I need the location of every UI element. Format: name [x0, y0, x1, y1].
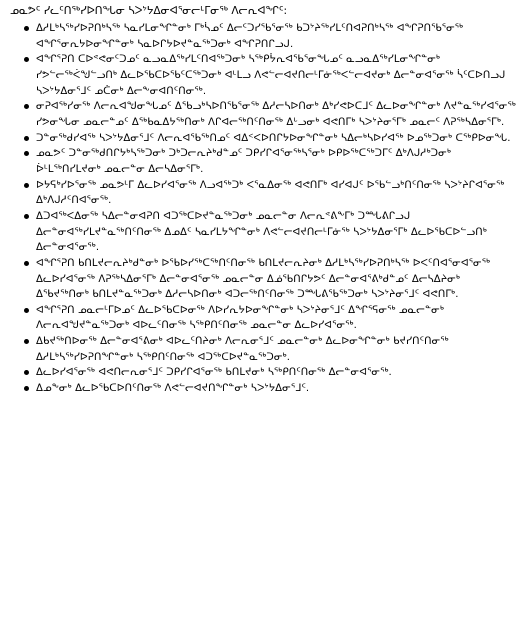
bullet-icon	[24, 26, 29, 31]
bullet-icon	[24, 183, 29, 188]
list-item	[24, 131, 516, 147]
list-item	[24, 178, 516, 209]
bullet-icon	[24, 386, 29, 391]
bullet-icon	[24, 308, 29, 313]
bullet-icon	[24, 214, 29, 219]
list-item-text: ᐊᖏᕐᕈᑎ ᑕᐅᕝᕙᓂᑦᑐᓄᑦ ᓇᓗᓇᐃᖅᓯᒪᑦᑎᐊᖅᑐᓂᒃ ᓴᖅᑭᔮᕆᐊᖃᕐᓂᖓᓄᑦ ᓇᓗᓇᐃᖅᓯᒪᓂᖏᓐᓂᒃ ᓯᕗᓪᓕᖅᐹᖑᓪᓗᑎᒃ ᐃᓚᐅᖃᑕᐅᖃᑦᑕᖅᑐᓂᒃ ᐊᒻᒪᓗ ᐱᕙᓪᓕᐊᔪᑎᓕᒻᒥᓃᖅᐸᓪᓕᐊᔪᓂᒃ ᐃᓕᓐᓂᐊᕐᓂᖅ ᓵᑦᑕᐅᑎᓗᒍ ᓴᐳᔾᔭᐃᓂᕐᒧᑦ ᓄᑖᓂᒃ ᐃᓕᖕᓂᐊᑎᑦᑎᓂᖅ.	[36, 54, 506, 97]
bullet-icon	[24, 136, 29, 141]
list-item-text: ᐃᓚᐅᓯᐊᕐᓂᖅ ᐊᕙᑎᓕᕆᓂᕐᒧᑦ ᑐᑭᓯᒋᐊᕐᓂᖅ ᑲᑎᒪᔪᓂᒃ ᓴᖅᑭᑎᑦᑎᓂᖅ ᐃᓕᓐᓂᐊᕐᓂᖅ.	[36, 367, 392, 379]
section-heading: ᓄᓇᕗᑦ ᓯᓚᑦᑎᖅᓯᐅᑎᖓᓂ ᓴᐳᔾᔭᐃᓂᐊᕐᓂᓕᒻᒥᓂᖅ ᐱᓕᕆᐊᖏᑦ:	[10, 5, 288, 17]
list-item	[24, 21, 516, 52]
list-item	[24, 146, 516, 177]
bullet-icon	[24, 57, 29, 62]
list-item	[24, 334, 516, 365]
list-item	[24, 209, 516, 256]
bullet-list	[6, 21, 516, 397]
list-item-text: ᐊᖏᕐᕈᑎ ᑲᑎᒪᔪᓕᕆᔨᒃᑯᓐᓂᒃ ᐅᖃᐅᓯᖅᑕᖅᑎᑦᑎᓂᖅ ᑲᑎᒪᔪᓕᕆᔨᓂᒃ ᐃᓱᒪᒃᓴᖅᓯᐅᕈᑎᒃᓴᖅ ᐅᐸᑦᑎᐊᕐᓂᐊᕐᓂᖅ ᐃᓚᐅᓯᐊᕐᓂᖅ ᐱᕈᖅᓴᐃᓂᕐᒥᒃ ᐃᓕᓐᓂᐊᕐᓂᖅ ᓄᓇᓕᓐᓂ ᐃᓅᖃᑎᒋᔭᕗᑦ ᐃᓕᓐᓂᐊᕐᕕᒃᑯᓐᓄᑦ ᐃᓕᓴᐃᔨᓂᒃ ᐃᖃᔪᖅᑎᓂᒃ ᑲᑎᒪᔪᓐᓇᖅᑐᓂᒃ ᐃᓱᓕᓴᐅᑎᓂᒃ ᐊᑐᓕᖅᑎᑦᑎᓂᖅ ᑐᙵᕕᖃᖅᑐᓂᒃ ᓴᐳᔾᔨᓂᕐᒧᑦ ᐊᕙᑎᒥᒃ.	[36, 257, 491, 301]
list-item	[24, 256, 516, 303]
list-item	[24, 381, 516, 397]
bullet-icon	[24, 370, 29, 375]
bullet-icon	[24, 339, 29, 344]
list-item-text: ᑐᓐᓂᖅᑯᓯᐊᖅ ᓴᐳᔾᔭᐃᓂᕐᒧᑦ ᐱᓕᕆᐊᖃᖅᑎᓄᑦ ᐊᐃᑉᐸᐅᑎᒋᔭᐅᓂᖏᓐᓂᒃ ᓴᐃᓕᒃᓴᐅᓯᐊᖅ ᐅᓄᖅᑐᓂᒃ ᑕᖅᑭᐅᓂᖓ.	[36, 132, 511, 144]
list-item	[24, 365, 516, 381]
list-item-text: ᐃᑲᔪᖅᑎᐅᓂᖅ ᐃᓕᓐᓂᐊᕐᕕᓂᒃ ᐊᐅᓚᑦᑎᔨᓂᒃ ᐱᓕᕆᓂᕐᒧᑦ ᓄᓇᓕᓐᓂᒃ ᐃᓚᐅᓂᖏᓐᓂᒃ ᑲᔪᓯᑎᑦᑎᓂᖅ ᐃᓱᒪᒃᓴᖅᓯᐅᕈᑎᖏᓐᓂᒃ ᓴᖅᑭᑎᑦᑎᓂᖅ ᐊᑐᖅᑕᐅᔪᓐᓇᖅᑐᓂᒃ.	[36, 336, 449, 363]
bullet-icon	[24, 104, 29, 109]
list-item-text: ᐃᓱᒪᒃᓴᖅᓯᐅᕈᑎᒃᓴᖅ ᓴᓇᓯᒪᓂᖏᓐᓂᒃ ᒥᒃᓵᓄᑦ ᐃᓕᑦᑐᓯᖃᕐᓂᖅ ᑲᑐᔾᔨᖅᓯᒪᑦᑎᐊᕈᑎᒃᓴᖅ ᐊᖏᕈᑎᖃᕐᓂᖅ ᐊᖏᕐᓂᕆᔭᐅᓂᖏᓐᓂᒃ ᓴᓇᐅᒋᔭᐅᔪᓐᓇᖅᑐᓂᒃ ᐊᖏᕈᑎᒋᓗᒍ.	[36, 23, 464, 50]
bullet-icon	[24, 151, 29, 156]
bullet-icon	[24, 261, 29, 266]
list-item-text: ᓄᓇᕗᑦ ᑐᓐᓂᖅᑯᑎᒋᔭᒃᓴᖅᑐᓂᒃ ᑐᒃᑐᓕᕆᔨᒃᑯᓐᓄᑦ ᑐᑭᓯᒋᐊᕐᓂᖅᓴᕐᓂᒃ ᐅᑭᐅᖅᑕᖅᑐᒥᑦ ᐃᒃᐱᒍᓱᒃᑐᓂᒃ ᐆᒻᒪᖅᑎᓯᒪᔪᓂᒃ ᓄᓇᓕᓐᓂ ᐃᓕᓴᐃᓂᕐᒥᒃ.	[36, 148, 452, 175]
list-item-text: ᓂᕈᐊᖅᓯᓂᖅ ᐱᓕᕆᐊᖑᓂᖓᓄᑦ ᐃᖃᓗᒃᓴᐅᑎᖃᕐᓂᖅ ᐃᓱᓕᓴᐅᑎᓂᒃ ᐃᒃᓯᕙᐅᑕᒧᑦ ᐃᓚᐅᓂᖏᓐᓂᒃ ᐱᔪᓐᓇᖅᓯᐊᕐᓂᖅ ᓯᕗᓂᖓᓂ ᓄᓇᓕᓐᓄᑦ ᐃᖅᑲᓇᐃᔭᖅᑎᓂᒃ ᐱᒋᐊᓕᖅᑎᑦᑎᓂᖅ ᐃᒡᓗᓂᒃ ᐊᕙᑎᒥᒃ ᓴᐳᔾᔨᓂᕐᒥᒃ ᓄᓇᓕᑦ ᐱᕈᖅᓴᐃᓂᕐᒥᒃ.	[36, 101, 516, 128]
list-item-text: ᐊᖏᕐᕈᑎ ᓄᓇᓕᒻᒥᐅᓄᑦ ᐃᓚᐅᖃᑕᐅᓂᖅ ᐱᐅᓯᕆᔭᐅᓂᖏᓐᓂᒃ ᓴᐳᔾᔨᓂᕐᒧᑦ ᐃᖏᕐᕋᓂᖅ ᓄᓇᓕᓐᓂᒃ ᐱᓕᕆᐊᖑᔪᓐᓇᖅᑐᓂᒃ ᐊᐅᓚᑦᑎᓂᖅ ᓴᖅᑭᑎᑦᑎᓂᖅ ᓄᓇᓕᓐᓂ ᐃᓚᐅᓯᐊᕐᓂᖅ.	[36, 304, 445, 332]
list-item	[24, 99, 516, 130]
list-item-text: ᐃᓄᖕᓂᒃ ᐃᓚᐅᖃᑕᐅᑎᑦᑎᓂᖅ ᐱᕙᓪᓕᐊᔪᑎᖏᓐᓂᒃ ᓴᐳᔾᔭᐃᓂᕐᒧᑦ.	[36, 383, 310, 395]
list-item-text: ᐃᑐᐊᖅᐸᐃᓂᖅ ᓴᐃᓕᓐᓂᐊᕈᑎ ᐊᑐᖅᑕᐅᔪᓐᓇᖅᑐᓂᒃ ᓄᓇᓕᓐᓂ ᐱᓕᕆᕝᕕᖕᒥᒃ ᑐᙵᕕᒋᓗᒍ ᐃᓕᓐᓂᐊᖅᓯᒪᔪᓐᓇᖅᑎᑦᑎᓂᖅ ᐃᓄᐃᑦ ᓴᓇᓯᒪᔭᖏᓐᓂᒃ ᐱᕙᓪᓕᐊᔪᑎᓕᒻᒥᓃᖅ ᓴᐳᔾᔭᐃᓂᕐᒥᒃ ᐃᓚᐅᖃᑕᐅᓪᓗᑎᒃ ᐃᓕᓐᓂᐊᕐᓂᖅ.	[36, 210, 487, 254]
list-item	[24, 303, 516, 334]
list-item	[24, 52, 516, 99]
list-item-text: ᐅᔭᕋᒃᓯᐅᕐᓂᖅ ᓄᓇᕗᒻᒥ ᐃᓚᐅᓯᐊᕐᓂᖅ ᐱᓗᐊᖅᑐᒃ ᐸᕐᓇᐃᓂᖅ ᐊᕙᑎᒥᒃ ᐊᓯᐊᒍᑦ ᐅᖃᓪᓗᒃᑎᑦᑎᓂᖅ ᓴᐳᔾᔨᒋᐊᕐᓂᖅ ᐃᒃᐱᒍᓱᑦᑎᐊᕐᓂᖅ.	[36, 179, 505, 207]
